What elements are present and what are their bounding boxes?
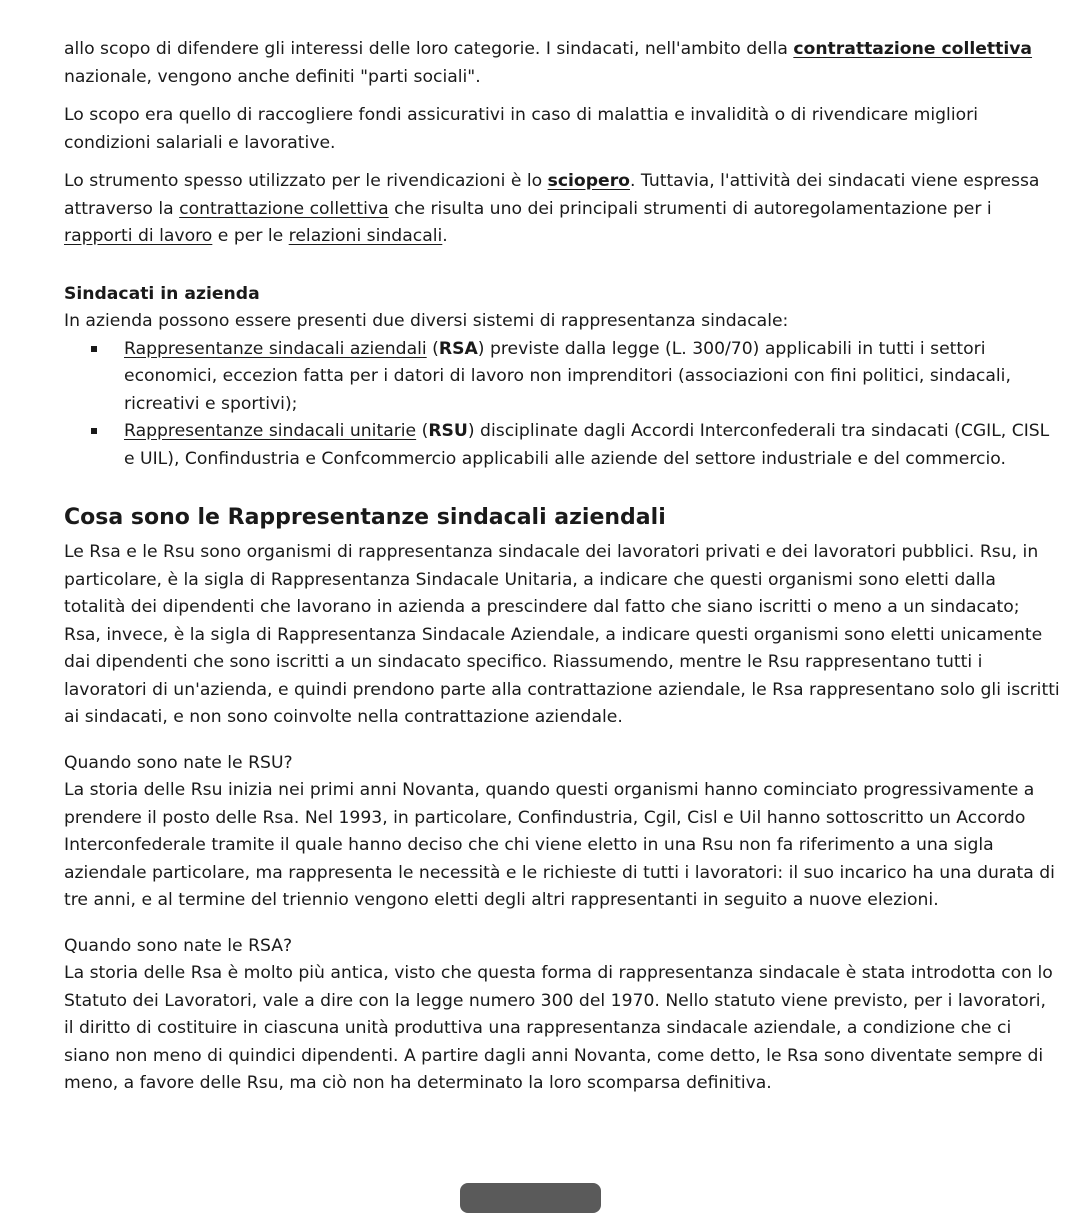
question-rsa: Quando sono nate le RSA? — [64, 935, 293, 956]
answer-rsu: La storia delle Rsu inizia nei primi anni Novanta, quando questi organismi hanno cominciato progressivamente a prendere il posto delle Rsa. Nel 1993, in particolare, Confindustria, Cgil, Cisl e Uil hanno sottoscritto un Accordo Interconfederale tramite il quale hanno deciso che chi viene eletto in una Rsu non fa riferimento a una sigla aziendale particolare, ma rappresenta le necessità e le richieste di tutti i lavoratori: il suo incarico ha una durata di tre anni, e al termine del triennio vengono eletti degli altri rappresentanti in seguito a nuove elezioni. — [64, 780, 1055, 910]
link-sciopero[interactable]: sciopero — [547, 171, 630, 191]
rsa-body: Le Rsa e le Rsu sono organismi di rappresentanza sindacale dei lavoratori privati e dei lavoratori pubblici. Rsu, in particolare, è la sigla di Rappresentanza Sindacale Unitaria, a indicare che questi organismi sono eletti dalla totalità dei dipendenti che lavorano in azienda a prescindere dal fatto che siano iscritti o meno a un sindacato; Rsa, invece, è la sigla di Rappresentanza Sindacale Aziendale, a indicare questi organismi sono eletti unicamente dai dipendenti che sono iscritti a un sindacato specifico. Riassumendo, mentre le Rsu rappresentano tutti i lavoratori di un'azienda, e quindi prendono parte alla contrattazione aziendale, le Rsa rappresentano solo gli iscritti ai sindacati, e non sono coinvolte nella contrattazione aziendale. — [64, 542, 1060, 727]
square-bullet-icon — [91, 428, 97, 434]
scroll-handle[interactable] — [460, 1183, 601, 1213]
link-rapporti-di-lavoro[interactable]: rapporti di lavoro — [64, 226, 213, 246]
azienda-intro: In azienda possono essere presenti due diversi sistemi di rappresentanza sindacale: — [64, 311, 789, 331]
bullet-list — [64, 336, 1060, 474]
square-bullet-icon — [91, 346, 97, 352]
intro-paragraph-2: Lo scopo era quello di raccogliere fondi assicurativi in caso di malattia e invalidità o di rivendicare migliori condizioni salariali e lavorative. — [64, 105, 978, 153]
link-rappresentanze-sindacali-unitarie[interactable]: Rappresentanze sindacali unitarie — [124, 421, 417, 441]
link-contrattazione-collettiva-2[interactable]: contrattazione collettiva — [179, 198, 389, 219]
list-item: Rappresentanze sindacali aziendali (RSA) previste dalla legge (L. 300/70) applicabili in tutti i settori economici, eccezion fatta per i datori di lavoro non imprenditori (associazioni con fini politici, sindacali, ricreativi e sportivi); — [64, 336, 1060, 419]
list-item: Rappresentanze sindacali unitarie (RSU) disciplinate dagli Accordi Interconfederali tra sindacati (CGIL, CISL e UIL), Confindustria e Confcommercio applicabili alle aziende del settore industriale e del commercio. — [64, 418, 1060, 473]
intro-paragraph-3: Lo strumento spesso utilizzato per le rivendicazioni è lo sciopero. Tuttavia, l'attività dei sindacati viene espressa attraverso la contrattazione collettiva che risulta uno dei principali strumenti di autoregolamentazione per i rapporti di lavoro e per le relazioni sindacali. — [64, 171, 1040, 246]
intro-paragraph-1: allo scopo di difendere gli interessi delle loro categorie. I sindacati, nell'ambito della contrattazione collettiva nazionale, vengono anche definiti "parti sociali". — [64, 39, 1033, 87]
link-contrattazione-collettiva[interactable]: contrattazione collettiva — [793, 39, 1033, 59]
answer-rsa: La storia delle Rsa è molto più antica, visto che questa forma di rappresentanza sindacale è stata introdotta con lo Statuto dei Lavoratori, vale a dire con la legge numero 300 del 1970. Nello statuto viene previsto, per i lavoratori, il diritto di costituire in ciascuna unità produttiva una rappresentanza sindacale aziendale, a condizione che ci siano non meno di quindici dipendenti. A partire dagli anni Novanta, come detto, le Rsa sono diventate sempre di meno, a favore delle Rsu, ma ciò non ha determinato la loro scomparsa definitiva. — [64, 963, 1053, 1093]
heading-sindacati-in-azienda: Sindacati in azienda — [64, 283, 260, 304]
link-relazioni-sindacali[interactable]: relazioni sindacali — [288, 226, 443, 246]
link-rappresentanze-sindacali-aziendali[interactable]: Rappresentanze sindacali aziendali — [124, 338, 427, 359]
question-rsu: Quando sono nate le RSU? — [64, 752, 293, 773]
section-title-rsa: Cosa sono le Rappresentanze sindacali aziendali — [64, 505, 666, 530]
document-page — [64, 36, 1060, 1098]
